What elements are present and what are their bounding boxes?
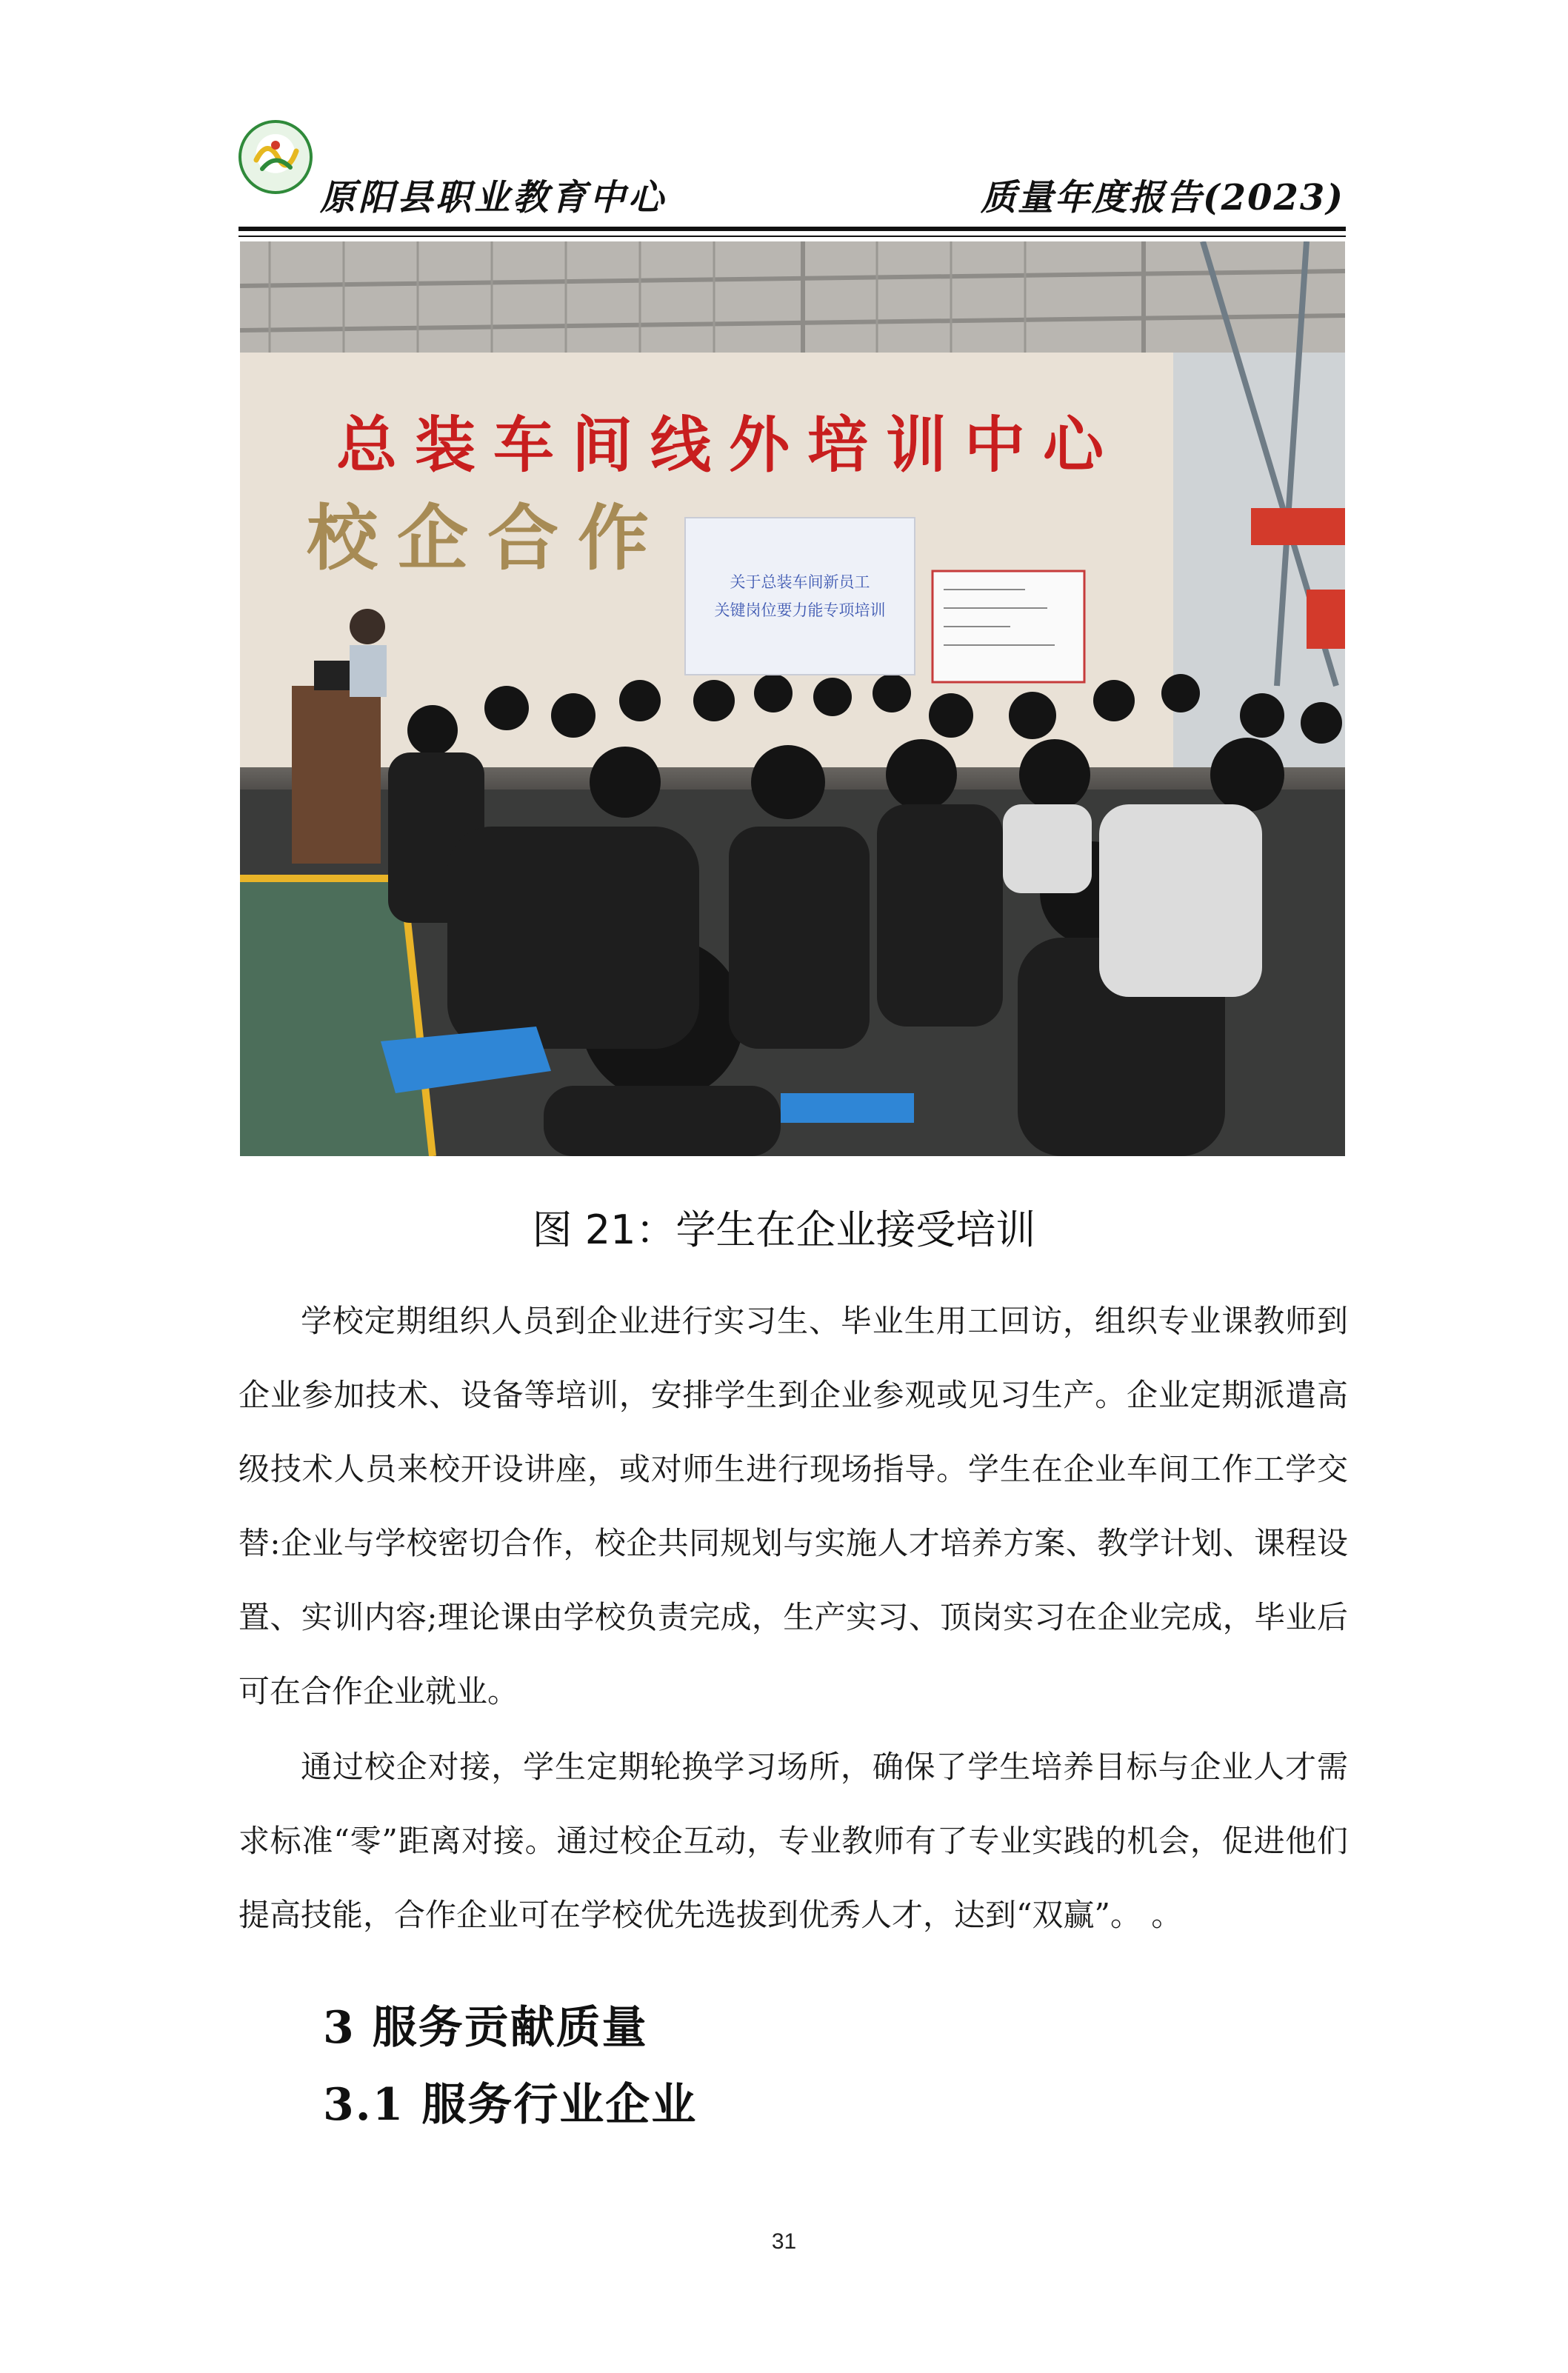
body-paragraph: 学校定期组织人员到企业进行实习生、毕业生用工回访，组织专业课教师到企业参加技术、设备等培训，安排学生到企业参观或见习生产。企业定期派遣高级技术人员来校开设讲座，或对师生进行现场指导。学生在企业车间工作工学交替:企业与学校密切合作，校企共同规划与实施人才培养方案、教学计划、课程设置、实训内容;理论课由学校负责完成，生产实习、顶岗实习在企业完成，毕业后可在合作企业就业。: [238, 1303, 1348, 1709]
projector-screen: [684, 517, 915, 675]
cooperation-sign: 校企合作: [307, 496, 668, 580]
training-photo: [240, 241, 1345, 1156]
figure-caption: 图 21：学生在企业接受培训: [532, 1206, 1036, 1253]
school-name: 原阳县职业教育中心: [320, 177, 667, 218]
header-rule-thin: [238, 236, 1346, 237]
screen-text-line: 关于总装车间新员工: [730, 573, 870, 591]
header-rule-thick: [238, 227, 1346, 231]
body-paragraph: 通过校企对接，学生定期轮换学习场所，确保了学生培养目标与企业人才需求标准“零”距离对接。通过校企互动，专业教师有了专业实践的机会，促进他们提高技能，合作企业可在学校优先选拔到优秀人才，达到“双赢”。 。: [238, 1749, 1348, 1933]
screen-text-line: 关键岗位要力能专项培训: [714, 601, 886, 619]
section-heading: 3 服务贡献质量: [323, 2002, 648, 2054]
workshop-sign: 总装车间线外培训中心: [336, 410, 1122, 481]
school-logo: [238, 120, 313, 194]
page-number: 31: [771, 2229, 797, 2254]
report-title: 质量年度报告(2023): [980, 177, 1344, 218]
subsection-heading: 3.1 服务行业企业: [323, 2079, 698, 2131]
